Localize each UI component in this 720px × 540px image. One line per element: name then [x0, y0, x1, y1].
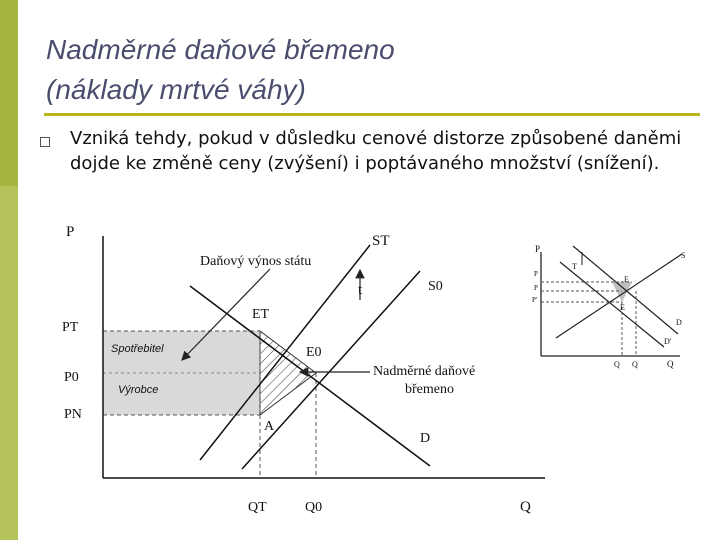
small-supply-label: S [681, 251, 686, 260]
bullet-text: Vzniká tehdy, pokud v důsledku cenové distorze způsobené daněmi dojde ke změně ceny (zvýšení) i poptávaného množství (snížení). [70, 128, 682, 174]
price-p0-label: P0 [64, 370, 79, 385]
point-a-label: A [264, 419, 275, 434]
small-demand-d-prime [560, 262, 664, 347]
quantity-qt-label: QT [248, 500, 267, 515]
small-y-label: P [535, 244, 541, 254]
small-price-2: P [534, 284, 538, 292]
x-axis-label: Q [520, 499, 531, 515]
dwl-label-line-2: břemeno [405, 382, 454, 397]
consumer-label: Spotřebitel [111, 343, 164, 355]
small-demand-d [573, 246, 678, 334]
small-price-1: P [534, 270, 538, 278]
price-pn-label: PN [64, 407, 82, 422]
small-demand-label: D [676, 318, 682, 327]
small-x-label: Q [667, 359, 674, 369]
title-line-1: Nadměrné daňové břemeno [46, 34, 395, 65]
small-demand-shifted-label: D' [664, 337, 672, 346]
small-quantity-2: Q [632, 360, 638, 369]
point-et-label: ET [252, 307, 270, 322]
producer-label: Výrobce [118, 384, 159, 396]
point-e0-label: E0 [306, 345, 322, 360]
curve-d-label: D [420, 431, 431, 446]
y-axis-label: P [66, 224, 75, 240]
dwl-label-line-1: Nadměrné daňové [373, 364, 476, 379]
tax-label: t [358, 282, 363, 298]
small-price-3: P' [532, 296, 538, 304]
quantity-q0-label: Q0 [305, 500, 323, 515]
small-point-e: E [624, 275, 629, 284]
curve-s0-label: S0 [428, 279, 443, 294]
curve-st-label: ST [372, 233, 390, 249]
revenue-label: Daňový výnos státu [200, 254, 312, 269]
price-pt-label: PT [62, 320, 79, 335]
small-quantity-1: Q [614, 360, 620, 369]
title-line-2: (náklady mrtvé váhy) [46, 74, 306, 105]
small-diagram [532, 244, 685, 369]
small-tax-label: T [572, 262, 577, 271]
small-point-e1: E [620, 303, 625, 312]
